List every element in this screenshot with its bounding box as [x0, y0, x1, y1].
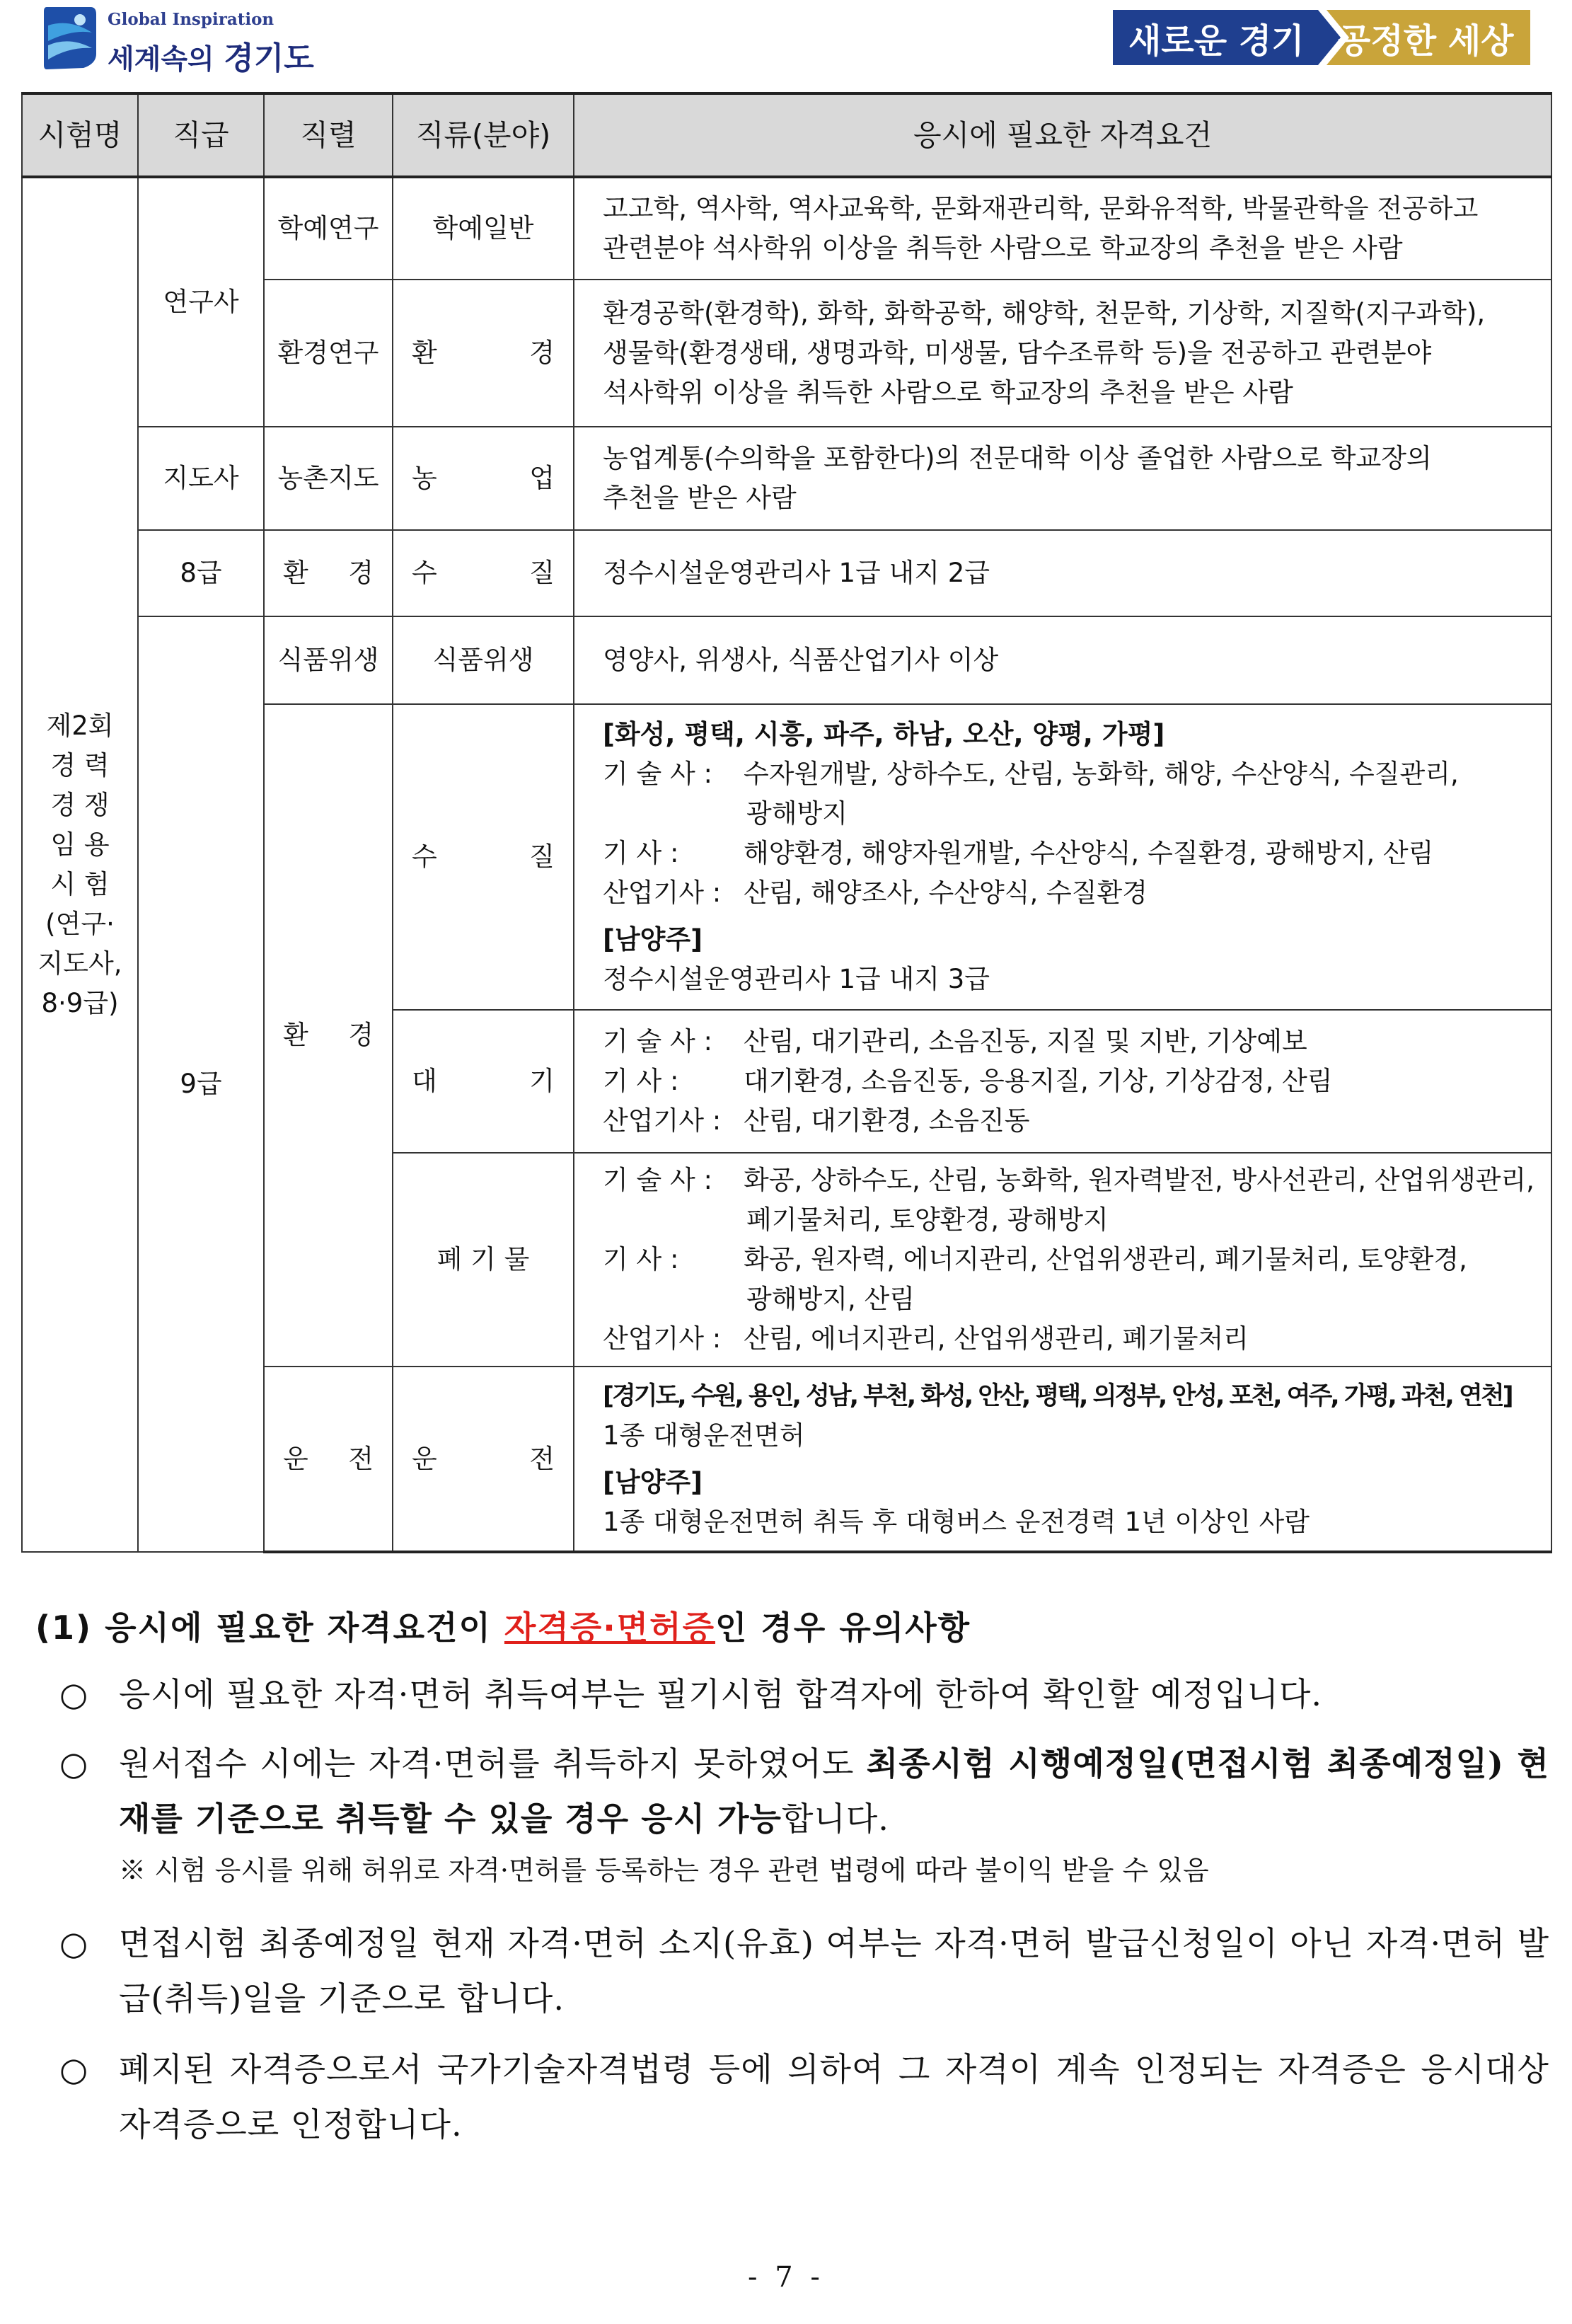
gyeonggi-logo	[41, 4, 314, 76]
requirement-line	[603, 1101, 1537, 1141]
field-cell: 농 업	[393, 427, 574, 530]
requirement-line	[603, 873, 1537, 913]
logo-korean-name: 경기도	[224, 40, 314, 76]
region-label: [남양주]	[603, 924, 703, 955]
note-text: 원서접수 시에는 자격·면허를 취득하지 못하였어도	[119, 1744, 867, 1783]
grade-cell: 연구사	[138, 177, 264, 427]
requirement-cell	[574, 427, 1551, 530]
bullet-circle-icon: ○	[59, 1924, 89, 1962]
requirement-line: 석사학위 이상을 취득한 사람으로 학교장의 추천을 받은 사람	[603, 377, 1293, 408]
series-cell: 환 경	[264, 704, 393, 1367]
note-item	[35, 1736, 1549, 1846]
table-header-row	[22, 93, 1551, 177]
field-cell: 폐 기 물	[393, 1153, 574, 1367]
slogan-banner	[1113, 7, 1530, 68]
notes-heading-part: (1) 응시에 필요한 자격요건이	[35, 1609, 504, 1647]
field-cell: 환 경	[393, 280, 574, 427]
cert-list: 산림, 대기환경, 소음진동	[744, 1105, 1030, 1136]
requirement-line	[603, 1062, 1537, 1101]
notes-heading-part: 인 경우 유의사항	[715, 1609, 971, 1647]
requirement-cell: 정수시설운영관리사 1급 내지 2급	[574, 530, 1551, 616]
field-cell: 학예일반	[393, 177, 574, 280]
exam-name-line: 제2회	[46, 711, 114, 741]
exam-name-line: 8·9급)	[41, 988, 119, 1018]
requirement-line: 고고학, 역사학, 역사교육학, 문화재관리학, 문화유적학, 박물관학을 전공하고	[603, 193, 1479, 224]
requirement-cell	[574, 280, 1551, 427]
cert-list: 화공, 상하수도, 산림, 농화학, 원자력발전, 방사선관리, 산업위생관리,	[744, 1165, 1535, 1195]
cert-level-label: 기 사 :	[603, 1066, 679, 1096]
requirement-line: 환경공학(환경학), 화학, 화학공학, 해양학, 천문학, 기상학, 지질학(지구과학),	[603, 298, 1486, 328]
region-label: [경기도, 수원, 용인, 성남, 부천, 화성, 안산, 평택, 의정부, 안성, 포천, 여주, 가평, 과천, 연천]	[603, 1381, 1512, 1410]
grade-cell: 9급	[138, 616, 264, 1552]
bullet-circle-icon: ○	[59, 1744, 89, 1783]
qualification-table	[21, 92, 1552, 1553]
series-cell: 식품위생	[264, 616, 393, 704]
exam-name-line: 경 력	[50, 750, 110, 781]
requirement-line: 1종 대형운전면허 취득 후 대형버스 운전경력 1년 이상인 사람	[603, 1506, 1310, 1537]
bullet-circle-icon: ○	[59, 1675, 89, 1713]
requirement-cell	[574, 1010, 1551, 1153]
bullet-circle-icon: ○	[59, 2050, 89, 2088]
logo-korean-text	[108, 33, 314, 78]
note-item	[35, 1916, 1549, 2026]
region-label: [화성, 평택, 시흥, 파주, 하남, 오산, 양평, 가평]	[603, 719, 1165, 749]
requirement-line	[603, 834, 1537, 873]
cert-level-label: 산업기사 :	[603, 878, 722, 908]
note-emphasis: 최종시험 시행예정일(면접시험 최종예정일) 현재를 기준으로 취득할 수 있을 경우 응시 가능	[119, 1744, 1549, 1838]
table-row	[22, 530, 1551, 616]
gyeonggi-emblem-icon	[41, 4, 99, 72]
field-cell: 수 질	[393, 704, 574, 1010]
notes-heading	[35, 1603, 1549, 1652]
cert-list: 수자원개발, 상하수도, 산림, 농화학, 해양, 수산양식, 수질관리,	[744, 759, 1459, 789]
header-grade: 직급	[138, 93, 264, 177]
grade-cell: 지도사	[138, 427, 264, 530]
field-cell: 식품위생	[393, 616, 574, 704]
page-header	[0, 0, 1572, 78]
cert-level-label: 기 사 :	[603, 1244, 679, 1275]
table-row	[22, 177, 1551, 280]
note-text: 응시에 필요한 자격·면허 취득여부는 필기시험 합격자에 한하여 확인할 예정입니다.	[119, 1675, 1323, 1713]
requirement-line	[603, 1161, 1537, 1200]
series-cell: 농촌지도	[264, 427, 393, 530]
requirement-line: 추천을 받은 사람	[603, 483, 797, 513]
header-series: 직렬	[264, 93, 393, 177]
cert-list: 산림, 대기관리, 소음진동, 지질 및 지반, 기상예보	[744, 1026, 1307, 1057]
cert-level-label: 기 사 :	[603, 838, 679, 868]
requirement-line	[603, 1022, 1537, 1062]
requirement-line: 정수시설운영관리사 1급 내지 3급	[603, 964, 990, 994]
cert-level-label: 기 술 사 :	[603, 759, 712, 789]
region-label: [남양주]	[603, 1466, 703, 1497]
field-cell: 운 전	[393, 1367, 574, 1552]
header-exam-name: 시험명	[22, 93, 138, 177]
slogan-left-text: 새로운 경기	[1128, 21, 1305, 61]
cert-level-label: 산업기사 :	[603, 1323, 722, 1354]
series-cell: 운 전	[264, 1367, 393, 1552]
cert-list: 산림, 에너지관리, 산업위생관리, 폐기물처리	[744, 1323, 1249, 1354]
exam-name-line: 임 용	[50, 829, 110, 860]
cert-level-label: 산업기사 :	[603, 1105, 722, 1136]
note-text: 합니다.	[781, 1800, 889, 1838]
exam-name-line: 시 험	[50, 869, 110, 899]
requirement-line	[603, 1240, 1537, 1279]
cert-list-continued: 광해방지	[746, 798, 848, 829]
field-cell: 수 질	[393, 530, 574, 616]
requirement-line	[603, 754, 1537, 794]
requirement-cell	[574, 1367, 1551, 1552]
exam-name-line: (연구·	[45, 909, 115, 939]
requirement-line: 생물학(환경생태, 생명과학, 미생물, 담수조류학 등)을 전공하고 관련분야	[603, 338, 1432, 368]
note-text: 폐지된 자격증으로서 국가기술자격법령 등에 의하여 그 자격이 계속 인정되는 자격증은 응시대상 자격증으로 인정합니다.	[119, 2050, 1549, 2144]
requirement-line: 1종 대형운전면허	[603, 1420, 805, 1451]
requirement-cell	[574, 177, 1551, 280]
notes-section	[35, 1603, 1549, 2152]
series-cell: 환경연구	[264, 280, 393, 427]
note-item	[35, 1667, 1549, 1722]
requirement-cell	[574, 1153, 1551, 1367]
page-number: - 7 -	[748, 2261, 824, 2294]
series-cell: 환 경	[264, 530, 393, 616]
header-requirements: 응시에 필요한 자격요건	[574, 93, 1551, 177]
notes-heading-highlight: 자격증·면허증	[504, 1609, 716, 1647]
note-caution: ※ 시험 응시를 위해 허위로 자격·면허를 등록하는 경우 관련 법령에 따라 불이익 받을 수 있음	[119, 1855, 1209, 1886]
grade-cell: 8급	[138, 530, 264, 616]
note-item	[35, 2042, 1549, 2152]
header-field: 직류(분야)	[393, 93, 574, 177]
requirement-line	[603, 1319, 1537, 1359]
field-cell: 대 기	[393, 1010, 574, 1153]
requirement-cell: 영양사, 위생사, 식품산업기사 이상	[574, 616, 1551, 704]
logo-korean-prefix: 세계속의	[108, 44, 214, 76]
requirement-line: 관련분야 석사학위 이상을 취득한 사람으로 학교장의 추천을 받은 사람	[603, 233, 1403, 263]
cert-list-continued: 광해방지, 산림	[746, 1284, 915, 1314]
exam-name-cell	[22, 177, 138, 1552]
cert-list: 해양환경, 해양자원개발, 수산양식, 수질환경, 광해방지, 산림	[744, 838, 1434, 868]
cert-level-label: 기 술 사 :	[603, 1165, 712, 1195]
table-row	[22, 616, 1551, 704]
cert-list: 대기환경, 소음진동, 응용지질, 기상, 기상감정, 산림	[744, 1066, 1333, 1096]
exam-name-line: 경 쟁	[50, 790, 110, 820]
logo-english-text: Global Inspiration	[108, 10, 274, 29]
table-row	[22, 427, 1551, 530]
exam-name-line: 지도사,	[37, 948, 122, 979]
requirement-line: 농업계통(수의학을 포함한다)의 전문대학 이상 졸업한 사람으로 학교장의	[603, 443, 1432, 473]
cert-list: 산림, 해양조사, 수산양식, 수질환경	[744, 878, 1148, 908]
note-text: 면접시험 최종예정일 현재 자격·면허 소지(유효) 여부는 자격·면허 발급신청일이 아닌 자격·면허 발급(취득)일을 기준으로 합니다.	[119, 1924, 1549, 2018]
cert-list-continued: 폐기물처리, 토양환경, 광해방지	[746, 1204, 1109, 1235]
requirement-cell	[574, 704, 1551, 1010]
cert-list: 화공, 원자력, 에너지관리, 산업위생관리, 폐기물처리, 토양환경,	[744, 1244, 1467, 1275]
series-cell: 학예연구	[264, 177, 393, 280]
cert-level-label: 기 술 사 :	[603, 1026, 712, 1057]
slogan-right-text: 공정한 세상	[1338, 21, 1514, 61]
